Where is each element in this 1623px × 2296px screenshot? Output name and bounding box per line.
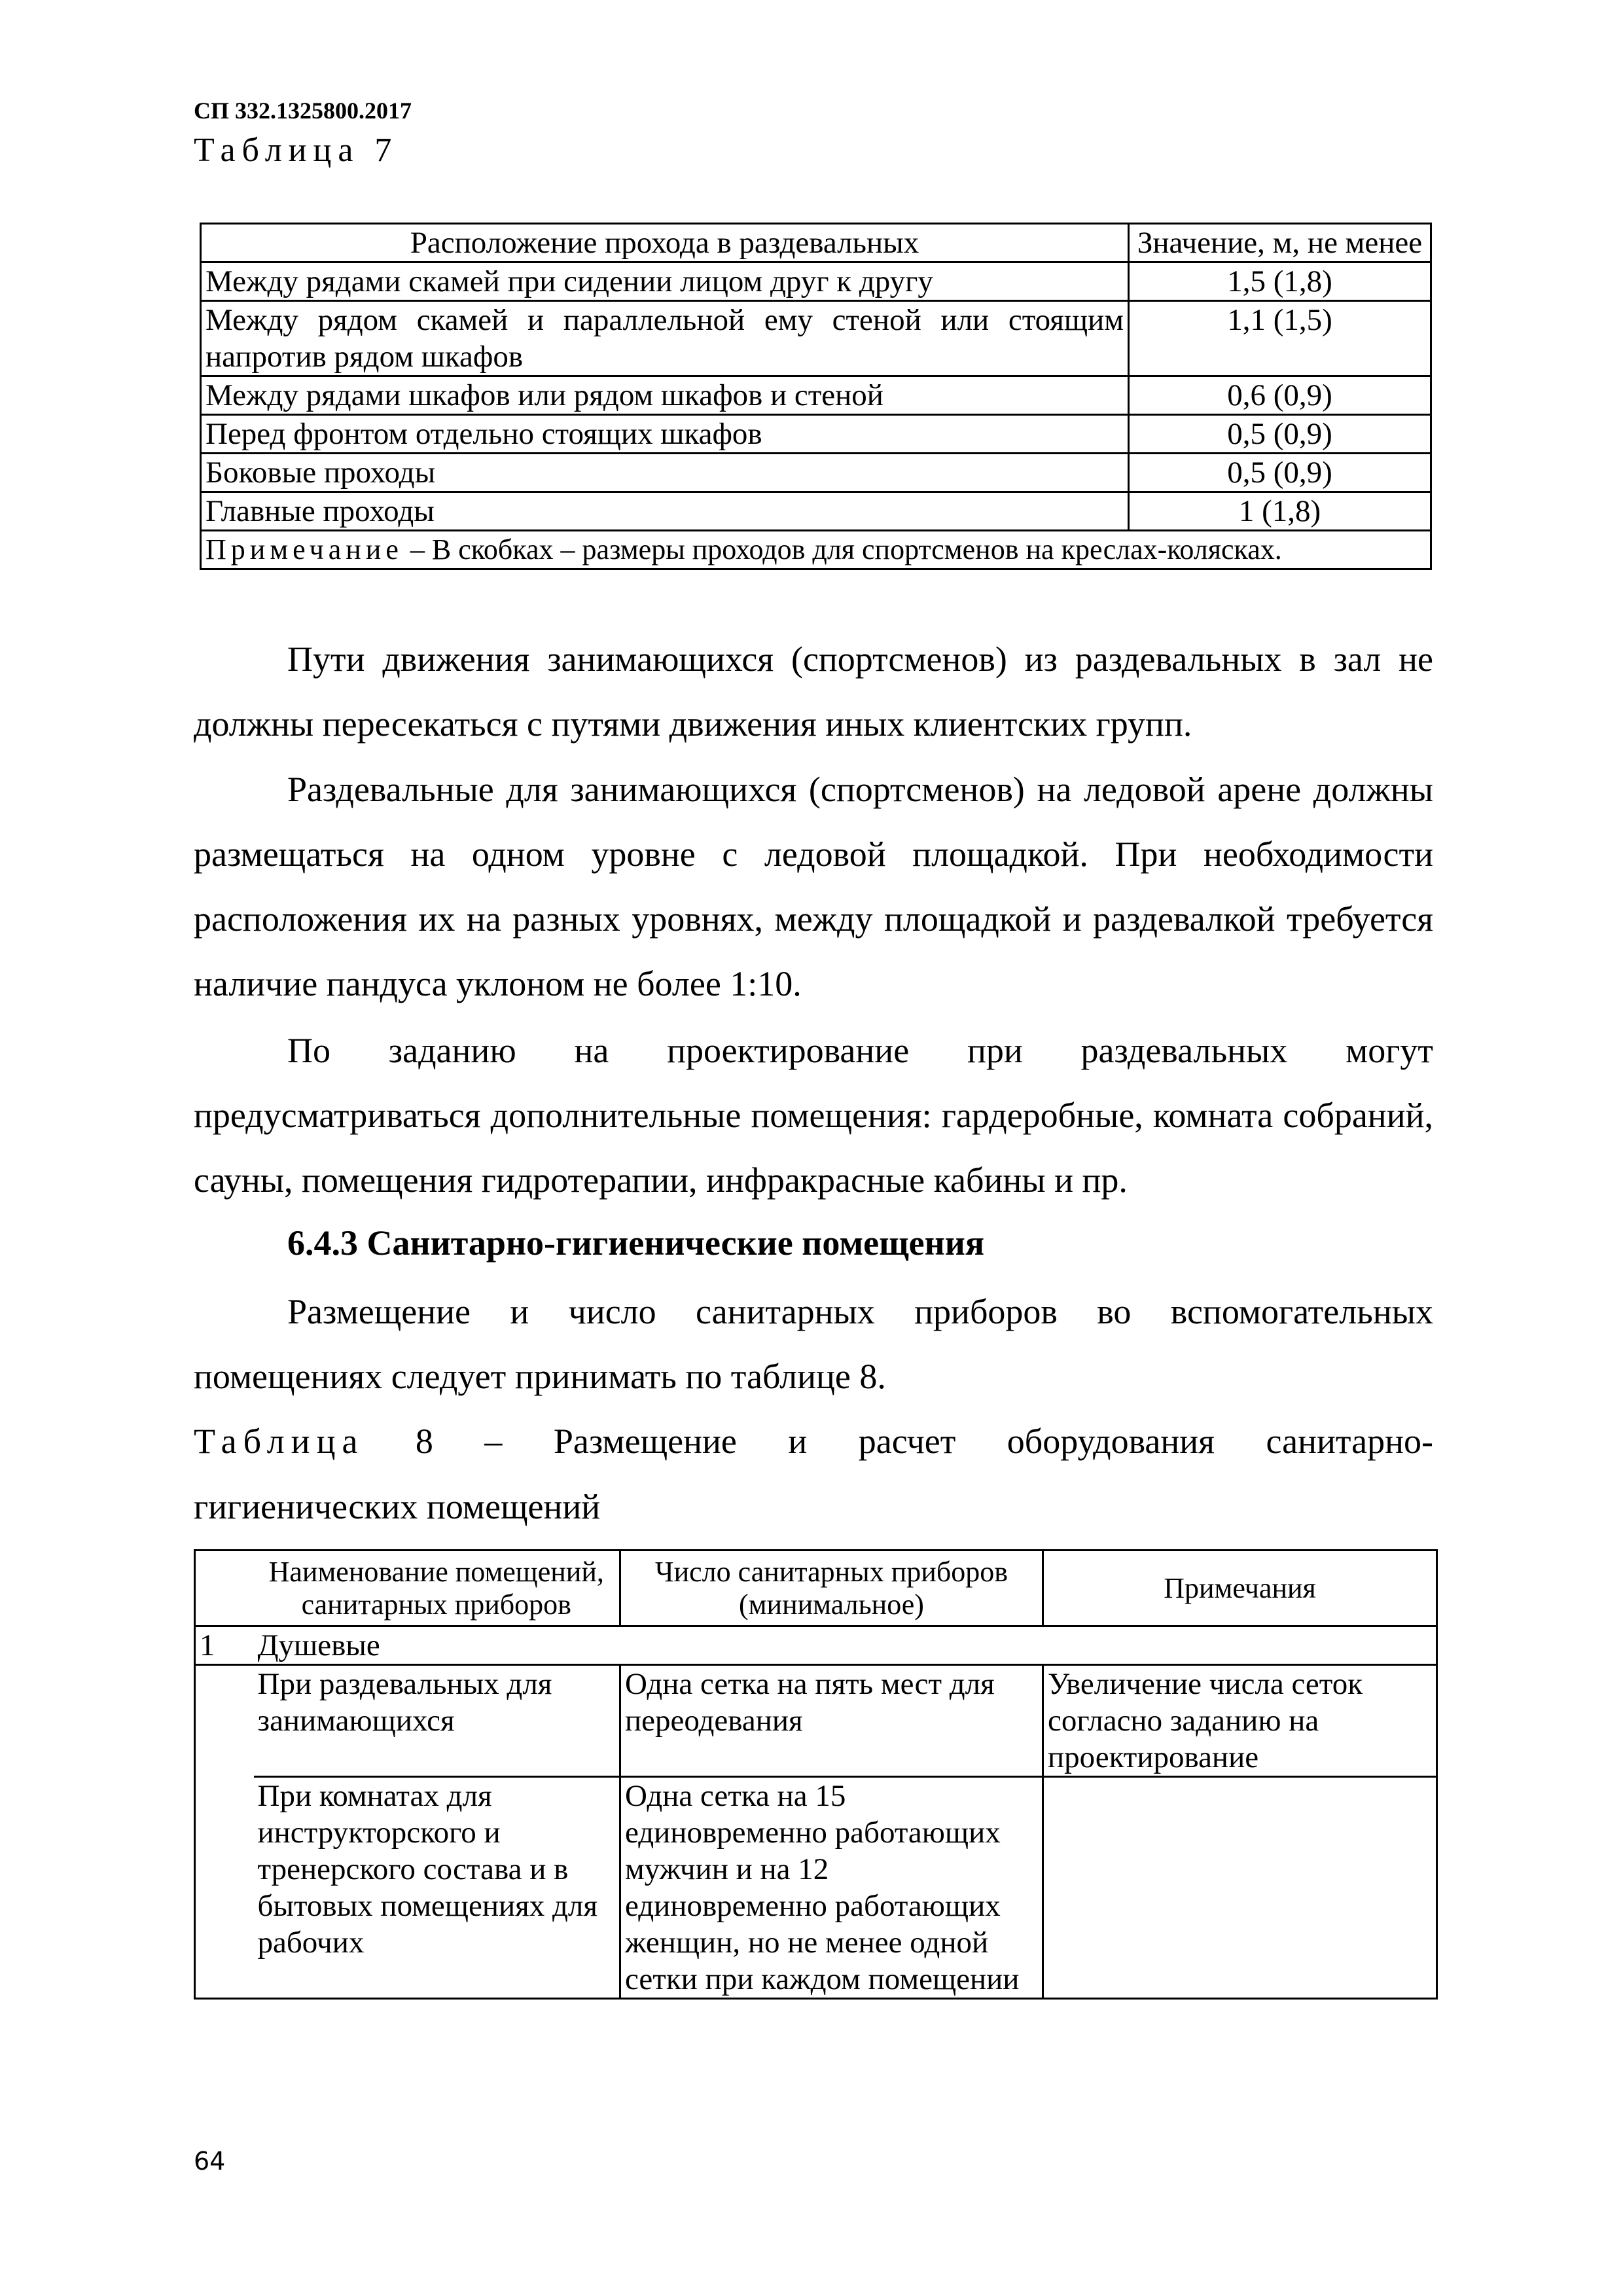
table8-caption-word: оборудования xyxy=(1007,1422,1215,1461)
table-row xyxy=(201,415,1431,454)
table8-note-cell: Увеличение числа сеток согласно заданию на проектирование xyxy=(1043,1665,1437,1777)
table8-caption-line2: гигиенических помещений xyxy=(194,1487,601,1526)
table7 xyxy=(200,223,1432,570)
paragraph-1 xyxy=(194,627,1433,757)
table7-value-cell: 0,6 (0,9) xyxy=(1129,376,1431,415)
section-intro-text: Размещение и число санитарных приборов во вспомогательных помещениях следует принимать по таблице 8. xyxy=(194,1292,1433,1396)
table7-note-row xyxy=(201,531,1431,569)
table7-location-cell: Главные проходы xyxy=(201,492,1129,531)
table7-value-cell: 0,5 (0,9) xyxy=(1129,454,1431,492)
table7-location-cell: Между рядами скамей при сидении лицом друг к другу xyxy=(201,262,1129,301)
table8-header-notes: Примечания xyxy=(1043,1551,1437,1626)
table8-group-title: Душевые xyxy=(254,1626,1437,1665)
page-number: 64 xyxy=(194,2147,226,2176)
table7-header-row xyxy=(201,224,1431,262)
section-heading: 6.4.3 Санитарно-гигиенические помещения xyxy=(287,1223,985,1263)
table8-group-number: 1 xyxy=(195,1626,254,1665)
table7-header-location: Расположение прохода в раздевальных xyxy=(201,224,1129,262)
table7-note-label: Примечание xyxy=(205,533,403,565)
table7-caption: Таблица 7 xyxy=(194,132,399,169)
table-row xyxy=(195,1665,1437,1777)
table7-header-value: Значение, м, не менее xyxy=(1129,224,1431,262)
table7-note xyxy=(201,531,1431,569)
paragraph-2 xyxy=(194,757,1433,1016)
table7-value-cell: 1,5 (1,8) xyxy=(1129,262,1431,301)
table8-count-cell: Одна сетка на 15 единовременно работающих мужчин и на 12 единовременно работающих женщин, но не менее одной сетки при каждом помещении xyxy=(620,1777,1043,1999)
table8-caption-label: Таблица xyxy=(194,1422,365,1461)
paragraph-3 xyxy=(194,1018,1433,1213)
table8-header-name: Наименование помещений, санитарных приборов xyxy=(254,1551,620,1626)
table8 xyxy=(194,1549,1438,2000)
table8-name-cell: При комнатах для инструкторского и тренерского состава и в бытовых помещениях для рабочих xyxy=(254,1777,620,1999)
paragraph-3-text: По заданию на проектирование при раздевальных могут предусматриваться дополнительные помещения: гардеробные, комната собраний, сауны, помещения гидротерапии, инфракрасные кабины и пр. xyxy=(194,1031,1433,1200)
table7-value-cell: 1,1 (1,5) xyxy=(1129,301,1431,376)
table7-location-cell: Перед фронтом отдельно стоящих шкафов xyxy=(201,415,1129,454)
table-row xyxy=(201,492,1431,531)
table8-name-cell: При раздевальных для занимающихся xyxy=(254,1665,620,1777)
table-row xyxy=(201,301,1431,376)
document-code: СП 332.1325800.2017 xyxy=(194,98,412,124)
table8-caption-word: санитарно- xyxy=(1266,1422,1433,1461)
table8-note-cell xyxy=(1043,1777,1437,1999)
table-row xyxy=(201,262,1431,301)
table7-value-cell: 1 (1,8) xyxy=(1129,492,1431,531)
table-row xyxy=(195,1777,1437,1999)
table7-value-cell: 0,5 (0,9) xyxy=(1129,415,1431,454)
paragraph-2-text: Раздевальные для занимающихся (спортсменов) на ледовой арене должны размещаться на одном уровне с ледовой площадкой. При необходимости расположения их на разных уровнях, между площадкой и раздевалкой требуется наличие пандуса уклоном не более 1:10. xyxy=(194,770,1433,1003)
table-row xyxy=(201,454,1431,492)
paragraph-1-text: Пути движения занимающихся (спортсменов) из раздевальных в зал не должны пересекаться с путями движения иных клиентских групп. xyxy=(194,639,1433,744)
table8-caption-word: и xyxy=(788,1422,808,1461)
table8-group-row xyxy=(195,1626,1437,1665)
table8-caption-dash: – xyxy=(484,1422,503,1461)
table8-header-row xyxy=(195,1551,1437,1626)
table8-header-count: Число санитарных приборов (минимальное) xyxy=(620,1551,1043,1626)
table7-location-cell: Между рядом скамей и параллельной ему стеной или стоящим напротив рядом шкафов xyxy=(201,301,1129,376)
table8-caption-number: 8 xyxy=(415,1422,433,1461)
table8-caption-word: Размещение xyxy=(553,1422,737,1461)
table7-note-text: – В скобках – размеры проходов для спортсменов на креслах-колясках. xyxy=(402,533,1282,565)
section-intro xyxy=(194,1280,1433,1409)
table8-count-cell: Одна сетка на пять мест для переодевания xyxy=(620,1665,1043,1777)
table-row xyxy=(201,376,1431,415)
table7-location-cell: Между рядами шкафов или рядом шкафов и стеной xyxy=(201,376,1129,415)
table8-caption xyxy=(194,1408,1433,1539)
table8-caption-word: расчет xyxy=(858,1422,956,1461)
table7-location-cell: Боковые проходы xyxy=(201,454,1129,492)
